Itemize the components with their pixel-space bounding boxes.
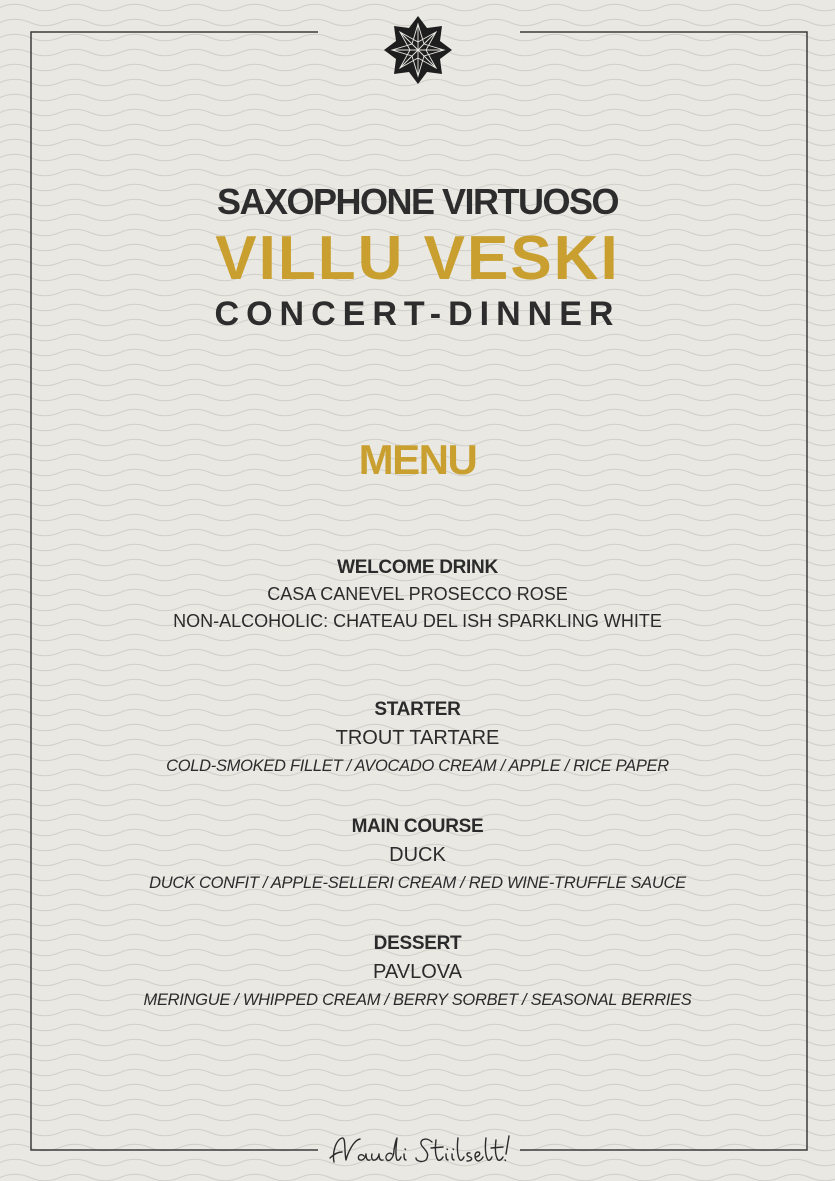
dish-description: COLD-SMOKED FILLET / AVOCADO CREAM / APPLE / RICE PAPER	[166, 757, 669, 775]
menu-heading: MENU	[358, 436, 477, 483]
handwritten-signature	[320, 1130, 515, 1170]
drink-line: CASA CANEVEL PROSECCO ROSE	[267, 584, 568, 604]
section-title: STARTER	[374, 699, 461, 720]
section-title: DESSERT	[373, 933, 462, 954]
dish-name: PAVLOVA	[373, 961, 462, 983]
drink-line-non-alcoholic: NON-ALCOHOLIC: CHATEAU DEL ISH SPARKLING WHITE	[173, 611, 662, 631]
dish-description: DUCK CONFIT / APPLE-SELLERI CREAM / RED WINE-TRUFFLE SAUCE	[149, 874, 686, 892]
section-starter	[0, 697, 835, 779]
dish-name: TROUT TARTARE	[335, 727, 500, 749]
title-block	[0, 180, 835, 334]
subtitle: SAXOPHONE VIRTUOSO	[216, 181, 619, 222]
section-welcome-drink	[0, 555, 835, 635]
artist-name: VILLU VESKI	[215, 224, 620, 293]
event-title: CONCERT-DINNER	[214, 295, 621, 333]
section-dessert	[0, 931, 835, 1013]
section-main-course	[0, 814, 835, 896]
dish-description: MERINGUE / WHIPPED CREAM / BERRY SORBET / SEASONAL BERRIES	[143, 991, 692, 1009]
section-title: WELCOME DRINK	[337, 557, 498, 578]
dish-name: DUCK	[389, 844, 446, 866]
star-emblem-icon	[382, 14, 454, 86]
section-title: MAIN COURSE	[351, 816, 484, 837]
